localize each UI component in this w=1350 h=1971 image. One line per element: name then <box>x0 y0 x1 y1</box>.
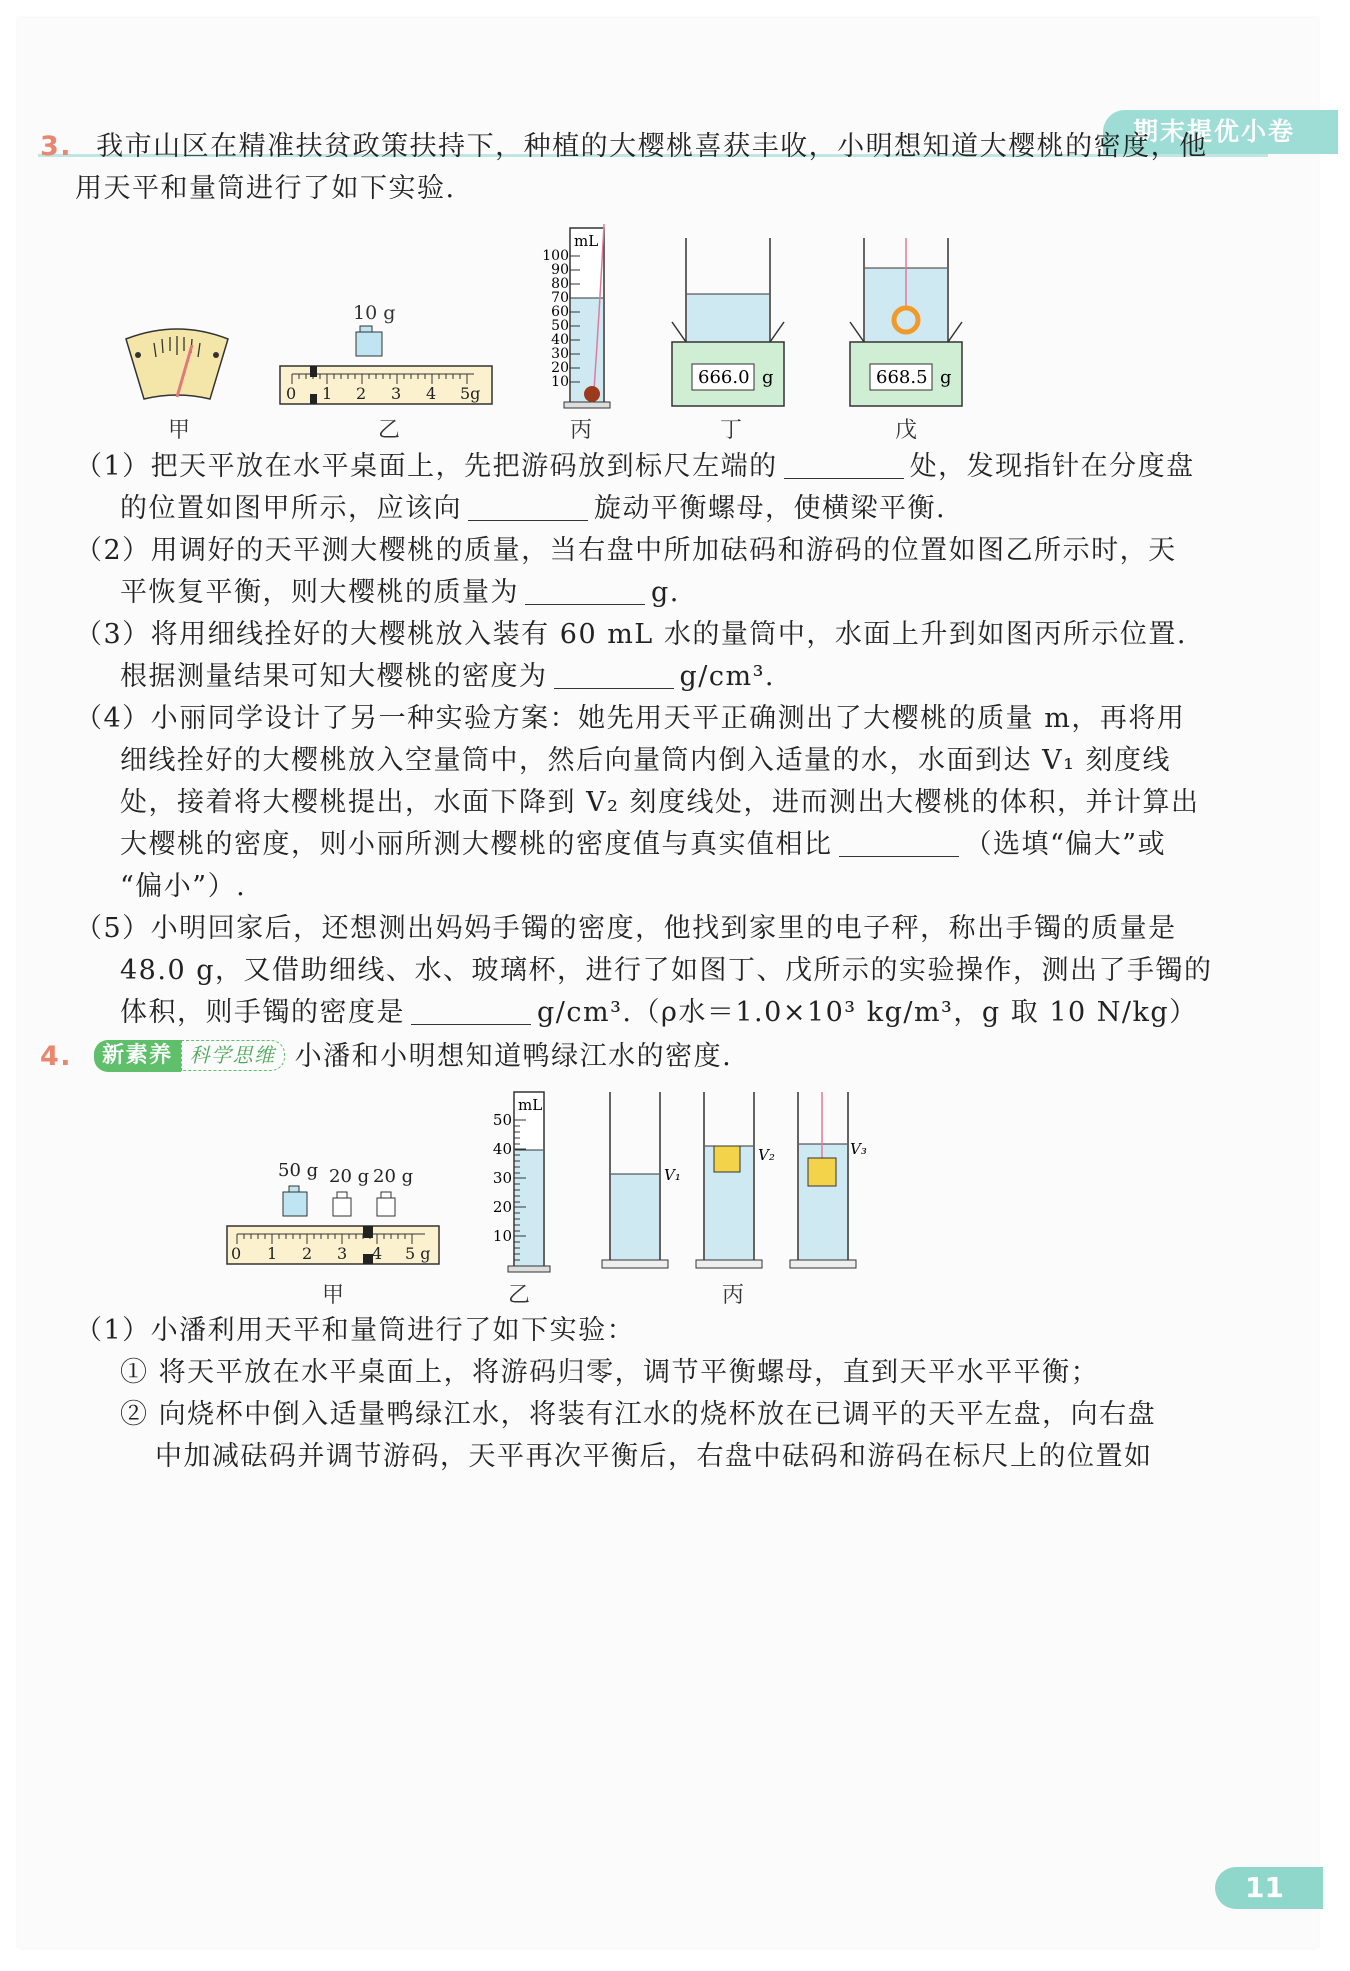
q3-part3-line1: （3）将用细线拴好的大樱桃放入装有 60 mL 水的量筒中，水面上升到如图丙所示位置. <box>75 619 1187 650</box>
svg-text:4: 4 <box>426 384 437 403</box>
rider-top <box>363 1226 373 1238</box>
balance-dial-figure <box>120 325 235 415</box>
svg-text:40: 40 <box>551 332 569 348</box>
weight-10g <box>356 332 382 356</box>
weight-50g <box>283 1192 307 1216</box>
svg-text:0: 0 <box>286 384 297 403</box>
ruler-figure <box>278 322 498 410</box>
q4-cylinder-figure <box>488 1088 558 1276</box>
svg-text:30: 30 <box>551 346 569 362</box>
page-number: 11 <box>1215 1867 1323 1909</box>
svg-text:4: 4 <box>372 1244 383 1263</box>
rider-bottom <box>310 394 317 404</box>
tag-scientific-thinking: 科学思维 <box>181 1040 285 1071</box>
q3-part4-line1: （4）小丽同学设计了另一种实验方案：她先用天平正确测出了大樱桃的质量 m，再将用 <box>75 703 1186 734</box>
svg-text:V₂: V₂ <box>758 1146 775 1164</box>
svg-text:100: 100 <box>542 248 569 264</box>
q3-part2-line1: （2）用调好的天平测大樱桃的质量，当右盘中所加砝码和游码的位置如图乙所示时，天 <box>75 535 1177 566</box>
svg-text:g: g <box>940 367 952 388</box>
svg-text:20 g: 20 g <box>329 1166 370 1187</box>
q4-weights-ruler-figure <box>225 1160 450 1272</box>
q4-containers-figure <box>600 1088 865 1278</box>
svg-text:70: 70 <box>551 290 569 306</box>
svg-text:mL: mL <box>574 232 599 250</box>
q3-caption-bing: 丙 <box>570 418 593 443</box>
glass-water <box>687 294 769 342</box>
weight-20g-b <box>377 1198 395 1216</box>
svg-text:30: 30 <box>492 1169 512 1187</box>
svg-text:666.0: 666.0 <box>698 367 750 388</box>
svg-text:V₁: V₁ <box>664 1166 681 1184</box>
svg-text:1: 1 <box>322 384 333 403</box>
q4-stem <box>40 1040 732 1074</box>
svg-text:2: 2 <box>356 384 367 403</box>
q4-stem-text: 小潘和小明想知道鸭绿江水的密度. <box>294 1041 733 1072</box>
answer-blank[interactable] <box>839 830 959 857</box>
q3-part1-line1: （1）把天平放在水平桌面上，先把游码放到标尺左端的 处，发现指针在分度盘 <box>75 451 1195 482</box>
q4-part1: （1）小潘利用天平和量筒进行了如下实验： <box>75 1315 636 1346</box>
q3-caption-ding: 丁 <box>720 418 743 443</box>
scale-figure-wu <box>840 238 976 410</box>
q3-stem-text: 我市山区在精准扶贫政策扶持下，种植的大樱桃喜获丰收，小明想知道大樱桃的密度，他 <box>96 131 1208 162</box>
cylinder-figure <box>540 222 620 412</box>
svg-text:60: 60 <box>551 304 569 320</box>
cylinder-water <box>515 1150 543 1267</box>
block-icon <box>808 1158 836 1186</box>
q3-part4-line2: 细线拴好的大樱桃放入空量筒中，然后向量筒内倒入适量的水，水面到达 V₁ 刻度线 <box>120 745 1171 776</box>
q3-caption-jia: 甲 <box>168 418 191 443</box>
svg-text:3: 3 <box>337 1244 348 1263</box>
svg-text:2: 2 <box>302 1244 313 1263</box>
q3-part4-line4: 大樱桃的密度，则小丽所测大樱桃的密度值与真实值相比 （选填“偏大”或 <box>120 829 1167 860</box>
svg-text:668.5: 668.5 <box>876 367 928 388</box>
q3-part5-line2: 48.0 g，又借助细线、水、玻璃杯，进行了如图丁、戊所示的实验操作，测出了手镯的 <box>120 955 1213 986</box>
svg-text:50: 50 <box>551 318 569 334</box>
svg-text:0: 0 <box>231 1244 242 1263</box>
weight-20g-a <box>333 1198 351 1216</box>
rider-top <box>310 366 317 377</box>
container-1-water <box>611 1174 659 1260</box>
q4-caption-bing: 丙 <box>722 1283 745 1308</box>
svg-text:5 g: 5 g <box>405 1244 431 1263</box>
q3-part3-line2: 根据测量结果可知大樱桃的密度为 g/cm³. <box>120 661 776 692</box>
svg-text:3: 3 <box>391 384 402 403</box>
svg-text:90: 90 <box>551 262 569 278</box>
svg-text:20 g: 20 g <box>373 1166 414 1187</box>
q3-stem-line1 <box>40 130 1208 164</box>
q4-step2-line2: 中加减砝码并调节游码，天平再次平衡后，右盘中砝码和游码在标尺上的位置如 <box>155 1441 1153 1472</box>
svg-text:10: 10 <box>551 374 569 390</box>
svg-text:40: 40 <box>492 1140 512 1158</box>
q4-step1: ① 将天平放在水平桌面上，将游码归零，调节平衡螺母，直到天平水平平衡； <box>120 1357 1100 1388</box>
svg-text:5g: 5g <box>460 384 481 403</box>
answer-blank[interactable] <box>554 662 674 689</box>
svg-text:V₃: V₃ <box>850 1140 867 1158</box>
q3-number: 3. <box>40 131 73 162</box>
svg-text:50: 50 <box>492 1111 512 1129</box>
q3-part4-line5: “偏小”）. <box>120 871 247 902</box>
q4-step2-line1: ② 向烧杯中倒入适量鸭绿江水，将装有江水的烧杯放在已调平的天平左盘，向右盘 <box>120 1399 1157 1430</box>
q3-part1-line2: 的位置如图甲所示，应该向 旋动平衡螺母，使横梁平衡. <box>120 493 947 524</box>
weight-knob <box>360 326 372 332</box>
svg-text:mL: mL <box>518 1096 543 1114</box>
svg-text:80: 80 <box>551 276 569 292</box>
section-tab: 期末提优小卷 <box>1103 110 1338 154</box>
svg-text:20: 20 <box>492 1198 512 1216</box>
answer-blank[interactable] <box>411 998 531 1025</box>
q4-caption-yi: 乙 <box>508 1283 531 1308</box>
q3-weight-label: 10 g <box>353 302 396 324</box>
q4-caption-jia: 甲 <box>322 1283 345 1308</box>
scale-figure-ding <box>662 238 798 410</box>
tag-new-literacy: 新素养 <box>94 1040 181 1072</box>
svg-text:g: g <box>762 367 774 388</box>
answer-blank[interactable] <box>468 494 588 521</box>
answer-blank[interactable] <box>784 452 904 479</box>
q4-number: 4. <box>40 1041 73 1072</box>
svg-text:1: 1 <box>267 1244 278 1263</box>
cherry-icon <box>584 386 600 402</box>
q3-stem-line2: 用天平和量筒进行了如下实验. <box>75 173 456 204</box>
svg-text:20: 20 <box>551 360 569 376</box>
q3-part4-line3: 处，接着将大樱桃提出，水面下降到 V₂ 刻度线处，进而测出大樱桃的体积，并计算出 <box>120 787 1200 818</box>
q3-caption-yi: 乙 <box>378 418 401 443</box>
q3-caption-wu: 戊 <box>895 418 918 443</box>
block-icon <box>714 1146 740 1172</box>
answer-blank[interactable] <box>525 578 645 605</box>
q3-part2-line2: 平恢复平衡，则大樱桃的质量为 g. <box>120 577 680 608</box>
q3-part5-line1: （5）小明回家后，还想测出妈妈手镯的密度，他找到家里的电子秤，称出手镯的质量是 <box>75 913 1177 944</box>
svg-text:50 g: 50 g <box>278 1160 319 1181</box>
svg-text:10: 10 <box>492 1227 512 1245</box>
q3-part5-line3: 体积，则手镯的密度是 g/cm³.（ρ水＝1.0×10³ kg/m³，g 取 10 N/kg） <box>120 997 1198 1028</box>
